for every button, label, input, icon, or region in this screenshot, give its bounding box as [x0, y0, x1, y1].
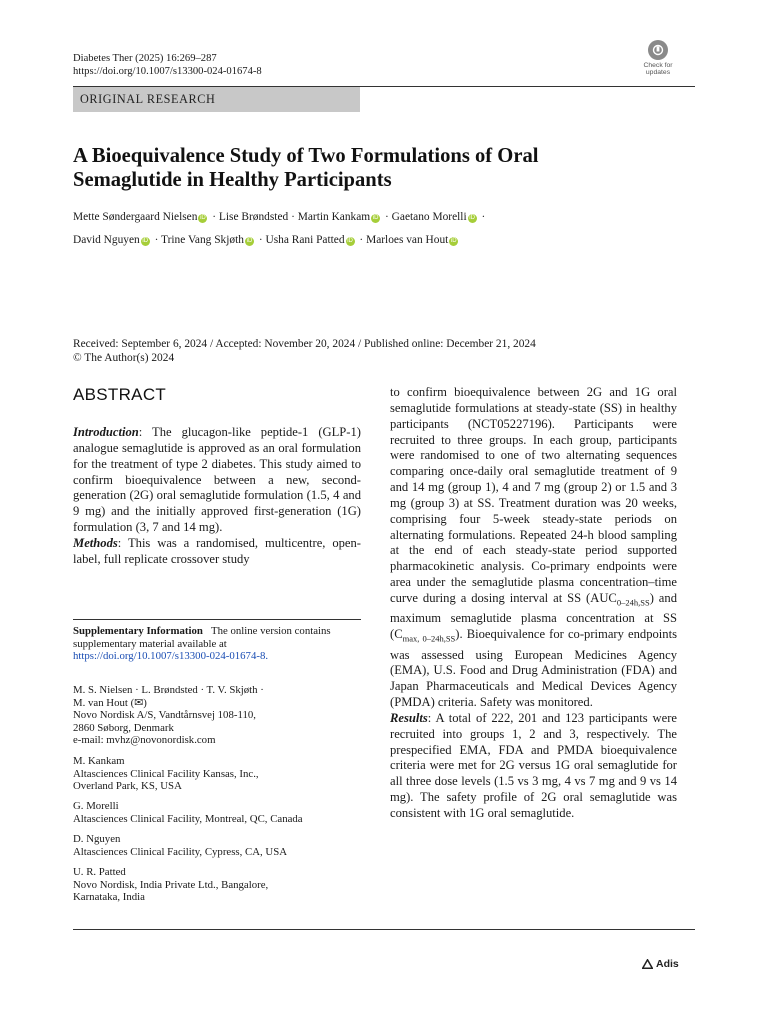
orcid-icon[interactable]: iD — [347, 238, 353, 244]
author-separator: · — [288, 211, 298, 223]
orcid-icon[interactable]: iD — [142, 238, 149, 244]
footer-divider — [73, 929, 695, 930]
affiliation-line: Novo Nordisk, India Private Ltd., Bangalore, — [73, 878, 269, 891]
affiliation-block — [73, 684, 361, 747]
check-for-updates-badge[interactable] — [638, 40, 678, 80]
affiliation-line: Altasciences Clinical Facility, Montreal, QC, Canada — [73, 812, 303, 825]
orcid-icon[interactable]: iD — [200, 215, 206, 221]
results-text: : A total of 222, 201 and 123 participants were recruited into groups 1, 2 and 3, respectively. The prespecified EMA, FDA and PMDA bioequivalence criteria were met for 2G versus 1G oral semaglutide for all three dose levels (1.5 vs 3 mg, 4 vs 7 mg and 9 vs 14 mg). The safety profile of 2G oral semaglutide was consistent with 1G oral semaglutide. — [390, 710, 677, 820]
author-name[interactable]: Gaetano Morelli — [391, 211, 467, 223]
methods-continued-text-2: ) and maximum semaglutide plasma concentration at SS (C — [390, 590, 677, 642]
affiliation-line: Altasciences Clinical Facility, Cypress, CA, USA — [73, 845, 288, 858]
orcid-icon[interactable]: iD — [372, 215, 379, 221]
check-updates-label-1: Check for — [643, 62, 673, 69]
affiliation-block — [73, 833, 361, 858]
orcid-icon[interactable]: iD — [450, 238, 457, 244]
author-separator: · — [382, 211, 392, 223]
author-separator: · — [356, 234, 367, 246]
author-separator: · — [209, 211, 219, 223]
affiliation-line: 2860 Søborg, Denmark — [73, 721, 174, 734]
author-name[interactable]: Trine Vang Skjøth — [161, 234, 244, 246]
section-label-bar — [73, 87, 360, 112]
abstract-left-column — [73, 425, 361, 568]
author-name[interactable]: Lise Brøndsted — [218, 211, 289, 223]
affiliation-line: U. R. Patted — [73, 866, 126, 878]
section-label: ORIGINAL RESEARCH — [80, 92, 216, 106]
dates-line: Received: September 6, 2024 / Accepted: November 20, 2024 / Published online: December 21, 2024 — [73, 338, 536, 350]
author-name[interactable]: Mette Søndergaard Nielsen — [73, 211, 198, 223]
journal-citation — [73, 52, 262, 78]
introduction-text: : The glucagon-like peptide-1 (GLP-1) analogue semaglutide is approved as an oral formulation for the treatment of type 2 diabetes. This study aimed to confirm bioequivalence between a new, second-generation (2G) oral semaglutide formulation (1.5, 4 and 9 mg) and the initially approved first-generation (1G) formulation (3, 7 and 14 mg). — [73, 425, 361, 535]
affiliation-line: M. S. Nielsen · L. Brøndsted · T. V. Skjøth · — [73, 684, 264, 696]
orcid-icon[interactable]: iD — [469, 215, 475, 221]
author-list-line-1 — [73, 210, 695, 224]
author-separator: · — [478, 211, 486, 223]
supplementary-label: Supplementary Information — [73, 625, 203, 637]
methods-text: : This was a randomised, multicentre, open-label, full replicate crossover study — [73, 535, 361, 566]
supplementary-text: The online version contains supplementary material available at — [73, 625, 331, 650]
publisher-name: Adis — [656, 958, 679, 970]
publisher-logo — [642, 958, 679, 970]
affiliation-line: Altasciences Clinical Facility Kansas, Inc., — [73, 767, 259, 780]
methods-continued-text: to confirm bioequivalence between 2G and 1G oral semaglutide formulations at steady-state (SS) in healthy participants (NCT05227196). Participants were recruited to three groups. In each group, participants were randomised to one of two alternating sequences comparing once-daily oral semaglutide treatment of 9 and 14 mg (group 1), 4 and 7 mg (group 2) or 1.5 and 3 mg (group 3) at SS. Treatment duration was 20 weeks, comprising four 5-week steady-state periods on alternating formulations. Repeated 24-h blood sampling at the end of each steady-state period supported pharmacokinetic analysis. Co-primary endpoints were area under the semaglutide plasma concentration–time curve during a dosing interval at SS (AUC — [390, 385, 677, 605]
methods-label: Methods — [73, 535, 118, 550]
supplementary-divider — [73, 619, 361, 620]
supplementary-information — [73, 625, 361, 663]
affiliation-line: Overland Park, KS, USA — [73, 780, 182, 793]
author-name[interactable]: Marloes van Hout — [366, 234, 449, 246]
methods-continued-text-3: ). Bioequivalence for co-primary endpoints was assessed using European Medicines Agency (EMA), U.S. Food and Drug Administration (FDA) and Japan Pharmaceuticals and Medical Devices Agency (PMDA) criteria. Safety was monitored. — [390, 627, 678, 710]
author-separator: · — [255, 234, 266, 246]
affiliation-line: M. van Hout (✉) — [73, 696, 147, 709]
doi-line[interactable]: https://doi.org/10.1007/s13300-024-01674-8 — [73, 66, 262, 77]
title-line-2: Semaglutide in Healthy Participants — [73, 169, 392, 191]
affiliation-line: M. Kankam — [73, 755, 125, 767]
results-label: Results — [390, 710, 428, 725]
auc-subscript: 0–24h,SS — [616, 597, 650, 608]
affiliation-block — [73, 866, 361, 904]
abstract-heading: ABSTRACT — [73, 385, 167, 404]
affiliation-block — [73, 800, 361, 825]
author-list-line-2 — [73, 233, 695, 247]
journal-line: Diabetes Ther (2025) 16:269–287 — [73, 53, 217, 64]
email-line[interactable]: e-mail: mvhz@novonordisk.com — [73, 734, 216, 747]
author-name[interactable]: Martin Kankam — [297, 211, 371, 223]
cmax-subscript: max, 0–24h,SS — [402, 633, 456, 644]
orcid-icon[interactable]: iD — [246, 238, 253, 244]
author-name[interactable]: David Nguyen — [73, 234, 140, 246]
affiliation-line: Karnataka, India — [73, 891, 145, 904]
article-title — [73, 144, 693, 192]
abstract-right-column — [390, 385, 677, 822]
affiliation-line: G. Morelli — [73, 800, 119, 812]
title-line-1: A Bioequivalence Study of Two Formulations of Oral — [73, 145, 539, 167]
bookmark-icon — [648, 40, 668, 60]
author-separator: · — [151, 234, 162, 246]
check-updates-label-2: updates — [645, 69, 671, 76]
introduction-label: Introduction — [73, 425, 139, 439]
affiliation-block — [73, 755, 361, 793]
affiliation-line: D. Nguyen — [73, 833, 121, 845]
author-name[interactable]: Usha Rani Patted — [265, 234, 345, 246]
publication-dates — [73, 338, 536, 365]
triangle-logo-icon — [642, 959, 653, 969]
affiliation-line: Novo Nordisk A/S, Vandtårnsvej 108-110, — [73, 709, 256, 722]
copyright-line: © The Author(s) 2024 — [73, 351, 175, 364]
supplementary-link[interactable]: https://doi.org/10.1007/s13300-024-01674-8. — [73, 650, 269, 663]
